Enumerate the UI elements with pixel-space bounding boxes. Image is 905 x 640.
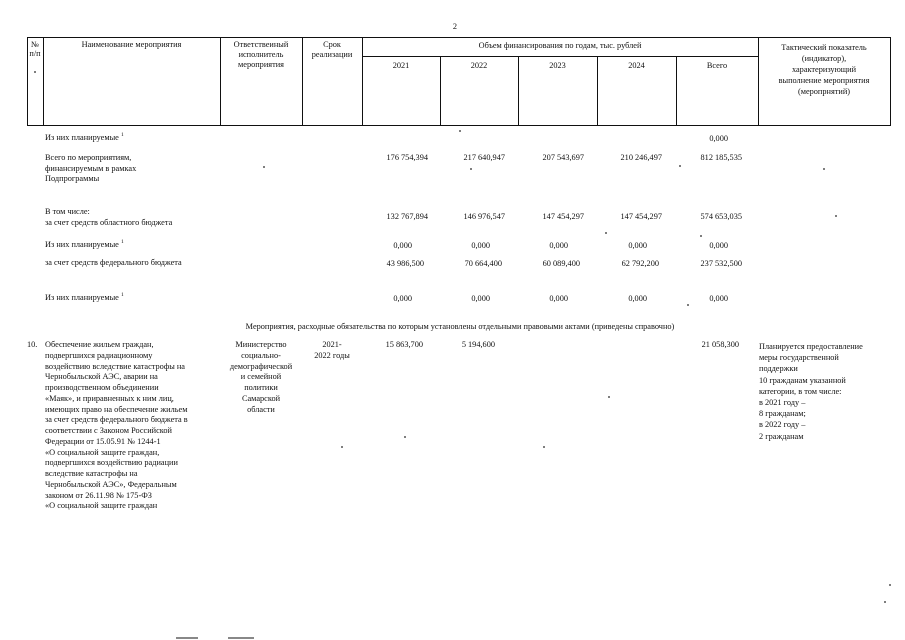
regional-label: В том числе: за счет средств областного бюджета bbox=[45, 207, 173, 227]
total-2021: 176 754,394 bbox=[386, 153, 428, 162]
federal-total: 237 532,500 bbox=[700, 259, 742, 268]
planned-3-2022: 0,000 bbox=[471, 294, 490, 303]
planned-3-label: Из них планируемые $^1$ bbox=[45, 292, 124, 302]
item-10-2021: 15 863,700 bbox=[385, 340, 423, 349]
header-term: Срок реализации bbox=[311, 40, 353, 59]
regional-2024: 147 454,297 bbox=[620, 212, 662, 221]
total-2024: 210 246,497 bbox=[620, 153, 662, 162]
total-2023: 207 543,697 bbox=[542, 153, 584, 162]
header-num: № п/п bbox=[29, 40, 41, 58]
header-year-2023: 2023 bbox=[549, 61, 566, 70]
planned-2-2023: 0,000 bbox=[549, 241, 568, 250]
federal-2024: 62 792,200 bbox=[621, 259, 659, 268]
item-10-executor: Министерство социально- демографической и семейной политики Самарской области bbox=[229, 340, 293, 414]
header-total: Всего bbox=[706, 61, 728, 70]
planned-1-total: 0,000 bbox=[709, 134, 728, 143]
header-year-2022: 2022 bbox=[470, 61, 488, 70]
header-year-2024: 2024 bbox=[628, 61, 645, 70]
planned-2-total: 0,000 bbox=[709, 241, 728, 250]
planned-2-2021: 0,000 bbox=[393, 241, 412, 250]
planned-2-2022: 0,000 bbox=[471, 241, 490, 250]
section-title: Мероприятия, расходные обязательства по которым установлены отдельными правовыми актами (приведены справочно) bbox=[245, 322, 675, 331]
total-label: Всего по мероприятиям, финансируемым в рамках Подпрограммы bbox=[45, 153, 137, 183]
header-executor: Ответствеиный исполнитель мероприятия bbox=[233, 40, 289, 69]
header-indicator: Тактический показатель (индикатор), характеризующий выполнение мероприятия (меропрнятий) bbox=[778, 43, 870, 96]
total-2022: 217 640,947 bbox=[463, 153, 505, 162]
planned-3-2023: 0,000 bbox=[549, 294, 568, 303]
total-all: 812 185,535 bbox=[700, 153, 742, 162]
item-10-2022: 5 194,600 bbox=[461, 340, 495, 349]
federal-2023: 60 089,400 bbox=[542, 259, 580, 268]
item-10-num: 10. bbox=[27, 340, 38, 349]
planned-1-label: Из них планируемые $^1$ bbox=[45, 132, 124, 142]
regional-2023: 147 454,297 bbox=[542, 212, 584, 221]
item-10-indicator: Планируется предоставление меры государственной поддержки 10 гражданам указанной категории, в том числе: в 2021 году – 8 гражданам; в 2022 году – 2 гражданам bbox=[759, 342, 863, 441]
planned-2-label: Из них планируемые $^1$ bbox=[45, 239, 124, 249]
regional-2022: 146 976,547 bbox=[463, 212, 505, 221]
planned-3-total: 0,000 bbox=[709, 294, 728, 303]
planned-3-2024: 0,000 bbox=[628, 294, 647, 303]
header-name: Наименование мероприятия bbox=[81, 40, 182, 49]
item-10-total: 21 058,300 bbox=[701, 340, 739, 349]
item-10-term: 2021- 2022 годы bbox=[314, 340, 350, 360]
planned-3-2021: 0,000 bbox=[393, 294, 412, 303]
federal-2021: 43 986,500 bbox=[386, 259, 424, 268]
planned-2-2024: 0,000 bbox=[628, 241, 647, 250]
item-10-name: Обеспечение жильем граждан, подвергшихся радиационному воздействию вследствие катастрофы на Чернобыльской АЭС, аварии на производственном объединении «Маяк», и приравненных к ним лиц, имеющих право на обеспечение жильем за счет средств федерального бюджета в соответствии с Законом Российской Федерации от 15.05.91 № 1244-1 «О социальной защите граждан, подвергшихся воздействию радиации вследствие катастрофы на Чернобыльской АЭС», Федеральным законом от 26.11.98 № 175-ФЗ «О социальной защите граждан bbox=[45, 340, 188, 511]
header-year-2021: 2021 bbox=[392, 61, 410, 70]
regional-2021: 132 767,894 bbox=[386, 212, 428, 221]
federal-label: за счет средств федерального бюджета bbox=[45, 258, 182, 267]
regional-total: 574 653,035 bbox=[700, 212, 742, 221]
federal-2022: 70 664,400 bbox=[464, 259, 502, 268]
header-funding: Объем финансирования по годам, тыс. рублей bbox=[478, 41, 642, 50]
page-number: 2 bbox=[452, 22, 458, 31]
